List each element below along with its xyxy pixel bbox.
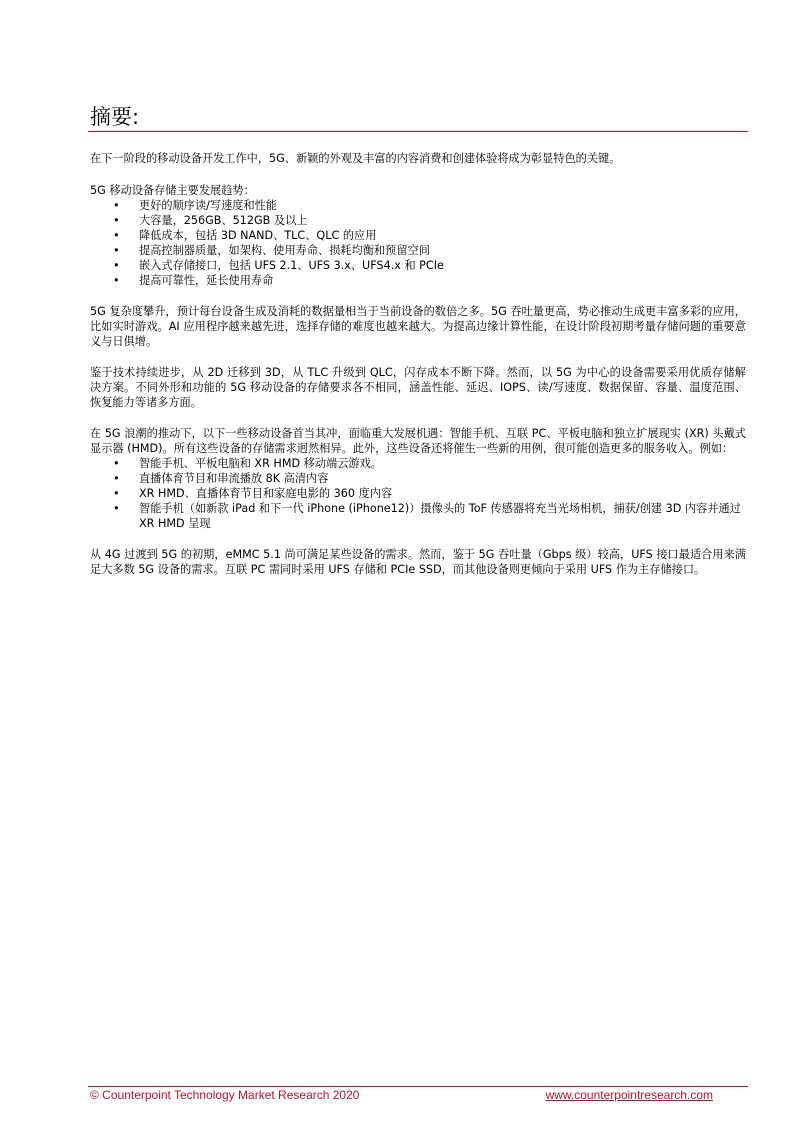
bullet-icon: • (113, 259, 120, 272)
bullet-icon: • (113, 274, 120, 287)
list-item: • XR HMD、直播体育节目和家庭电影的 360 度内容 (113, 487, 393, 500)
footer-divider (88, 1086, 748, 1087)
list-item: • 智能手机、平板电脑和 XR HMD 移动端云游戏。 (113, 457, 382, 470)
trends-heading: 5G 移动设备存储主要发展趋势： (90, 184, 255, 197)
bullet-icon: • (113, 214, 120, 227)
footer-website-link[interactable]: www.counterpointresearch.com (545, 1088, 713, 1102)
bullet-icon: • (113, 229, 120, 242)
list-item: • 提高可靠性，延长使用寿命 (113, 274, 274, 287)
wave-paragraph: 在 5G 浪潮的推动下，以下一些移动设备首当其冲，面临重大发展机遇：智能手机、互联 PC、平板电脑和独立扩展现实 (XR) 头戴式显示器 (HMD)。所有这些设备的存储需求迥然相异。此外，这些设备还将催生一些新的用例，很可能创造更多的服务收入。例如： (90, 427, 746, 455)
page-title: 摘要: (90, 105, 140, 129)
intro-paragraph: 在下一阶段的移动设备开发工作中，5G、新颖的外观及丰富的内容消费和创建体验将成为彰显特色的关键。 (90, 152, 621, 165)
title-divider (88, 131, 748, 132)
list-item: • 智能手机（如新款 iPad 和下一代 iPhone (iPhone12)）摄像头的 ToF 传感器将充当光场相机，捕获/创建 3D 内容并通过 XR HMD 呈现 (113, 502, 741, 530)
footer-copyright: © Counterpoint Technology Market Research 2020 (90, 1088, 360, 1102)
list-item: • 降低成本，包括 3D NAND、TLC、QLC 的应用 (113, 229, 377, 242)
list-item: • 提高控制器质量，如架构、使用寿命、损耗均衡和预留空间 (113, 244, 430, 257)
complexity-paragraph: 5G 复杂度攀升，预计每台设备生成及消耗的数据量相当于当前设备的数倍之多。5G 吞吐量更高，势必推动生成更丰富多彩的应用，比如实时游戏。AI 应用程序越来越先进，选择存储的难度也越来越大。为提高边缘计算性能，在设计阶段初期考量存储问题的重要意义与日俱增。 (90, 305, 746, 348)
bullet-icon: • (113, 487, 120, 500)
list-item: • 更好的顺序读/写速度和性能 (113, 199, 278, 212)
examples-list (90, 456, 746, 531)
bullet-icon: • (113, 457, 120, 470)
bullet-icon: • (113, 199, 120, 212)
list-item: • 大容量，256GB、512GB 及以上 (113, 214, 308, 227)
list-item: • 嵌入式存储接口，包括 UFS 2.1、UFS 3.x、UFS4.x 和 PCIe (113, 259, 444, 272)
transition-paragraph: 从 4G 过渡到 5G 的初期，eMMC 5.1 尚可满足某些设备的需求。然而，鉴于 5G 吞吐量（Gbps 级）较高，UFS 接口最适合用来满足大多数 5G 设备的需求。互联 PC 需同时采用 UFS 存储和 PCIe SSD，而其他设备则更倾向于采用 UFS 作为主存储接口。 (90, 548, 746, 576)
bullet-icon: • (113, 244, 120, 257)
list-item: • 直播体育节目和串流播放 8K 高清内容 (113, 472, 329, 485)
trends-list (90, 198, 746, 288)
document-body (90, 151, 746, 577)
technology-paragraph: 鉴于技术持续进步，从 2D 迁移到 3D，从 TLC 升级到 QLC，闪存成本不断下降。然而，以 5G 为中心的设备需要采用优质存储解决方案。不同外形和功能的 5G 移动设备的存储要求各不相同，涵盖性能、延迟、IOPS、读/写速度、数据保留、容量、温度范围、恢复能力等诸多方面。 (90, 366, 746, 409)
bullet-icon: • (113, 502, 120, 515)
bullet-icon: • (113, 472, 120, 485)
